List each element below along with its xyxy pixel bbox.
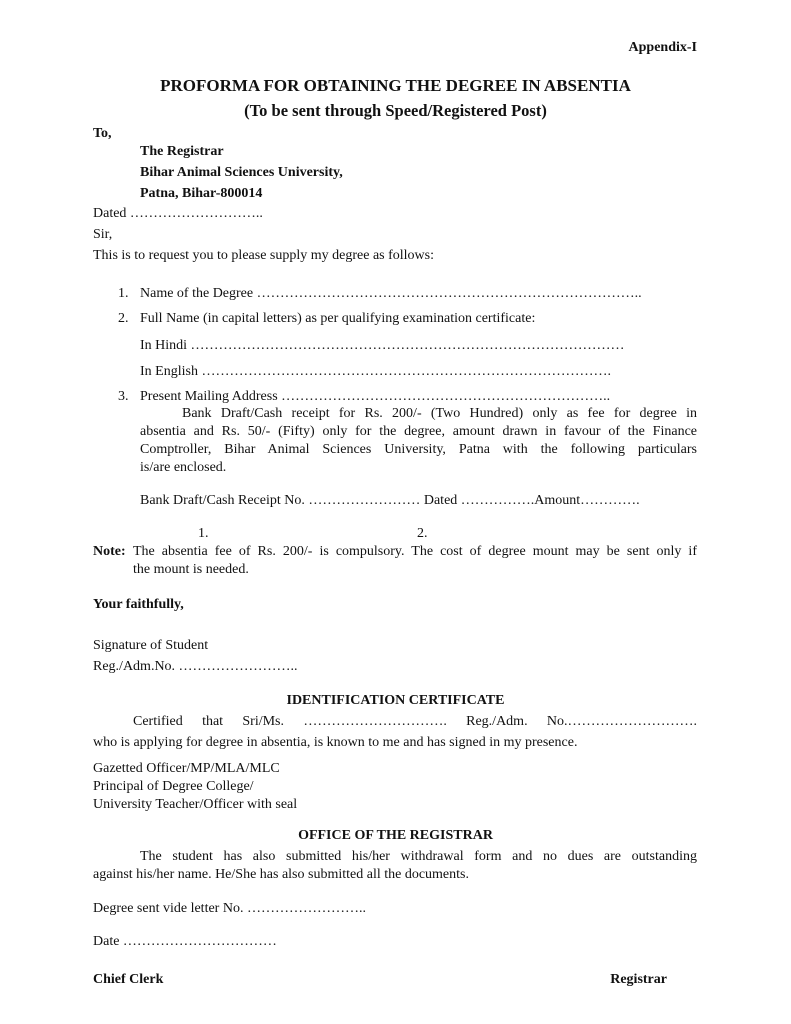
- item-1-number: 1.: [118, 286, 129, 301]
- intro-text: This is to request you to please supply my degree as follows:: [93, 248, 434, 263]
- registrar-office-heading: OFFICE OF THE REGISTRAR: [298, 828, 493, 843]
- identification-heading: IDENTIFICATION CERTIFICATE: [286, 693, 505, 708]
- addressee-line-2: Bihar Animal Sciences University,: [140, 165, 343, 180]
- officer-line-1: Gazetted Officer/MP/MLA/MLC: [93, 761, 280, 776]
- chief-clerk-signature: Chief Clerk: [93, 972, 164, 987]
- note-line-2: the mount is needed.: [133, 562, 249, 577]
- date-field: Date ……………………………: [93, 934, 277, 949]
- registrar-signature: Registrar: [610, 972, 667, 987]
- salutation: Sir,: [93, 227, 113, 242]
- addressee-line-3: Patna, Bihar-800014: [140, 186, 263, 201]
- closing-text: Your faithfully,: [93, 597, 184, 612]
- to-label: To,: [93, 126, 112, 141]
- identification-line-1: Certified that Sri/Ms. …………………………. Reg./Adm. No.……………………….: [133, 714, 697, 729]
- registrar-office-line-2: against his/her name. He/She has also submitted all the documents.: [93, 867, 469, 882]
- fee-paragraph-line-2: absentia and Rs. 50/- (Fifty) only for the degree, amount drawn in favour of the Finance: [140, 424, 697, 439]
- identification-line-2: who is applying for degree in absentia, is known to me and has signed in my presence.: [93, 735, 578, 750]
- page-subtitle: (To be sent through Speed/Registered Post): [244, 101, 547, 120]
- item-2-number: 2.: [118, 311, 129, 326]
- full-name-label: Full Name (in capital letters) as per qualifying examination certificate:: [140, 311, 536, 326]
- page-title: PROFORMA FOR OBTAINING THE DEGREE IN ABSENTIA: [160, 76, 631, 95]
- signature-label: Signature of Student: [93, 638, 209, 653]
- reg-adm-no-field: Reg./Adm.No. ……………………..: [93, 659, 298, 674]
- note-label: Note:: [93, 544, 126, 559]
- officer-line-2: Principal of Degree College/: [93, 779, 254, 794]
- fee-paragraph-line-3: Comptroller, Bihar Animal Sciences University, Patna with the following particulars: [140, 442, 697, 457]
- degree-sent-letter-field: Degree sent vide letter No. ……………………..: [93, 901, 366, 916]
- fee-paragraph-line-1: Bank Draft/Cash receipt for Rs. 200/- (Two Hundred) only as fee for degree in: [182, 406, 697, 421]
- appendix-label: Appendix-I: [628, 40, 697, 55]
- item-3-number: 3.: [118, 389, 129, 404]
- name-english-field: In English …………………………………………………………………………….: [140, 364, 611, 379]
- name-hindi-field: In Hindi …………………………………………………………………………………: [140, 338, 625, 353]
- receipt-entry-1: 1.: [198, 526, 209, 541]
- dated-field: Dated ………………………..: [93, 206, 263, 221]
- degree-name-field: Name of the Degree ………………………………………………………………………..: [140, 286, 642, 301]
- mailing-address-field: Present Mailing Address ……………………………………………………………..: [140, 389, 611, 404]
- note-line-1: The absentia fee of Rs. 200/- is compulsory. The cost of degree mount may be sent only if: [133, 544, 697, 559]
- addressee-line-1: The Registrar: [140, 144, 224, 159]
- registrar-office-line-1: The student has also submitted his/her withdrawal form and no dues are outstanding: [140, 849, 697, 864]
- receipt-entry-2: 2.: [417, 526, 428, 541]
- receipt-details-field: Bank Draft/Cash Receipt No. …………………… Dated …………….Amount………….: [140, 493, 640, 508]
- officer-line-3: University Teacher/Officer with seal: [93, 797, 298, 812]
- fee-paragraph-line-4: is/are enclosed.: [140, 460, 227, 475]
